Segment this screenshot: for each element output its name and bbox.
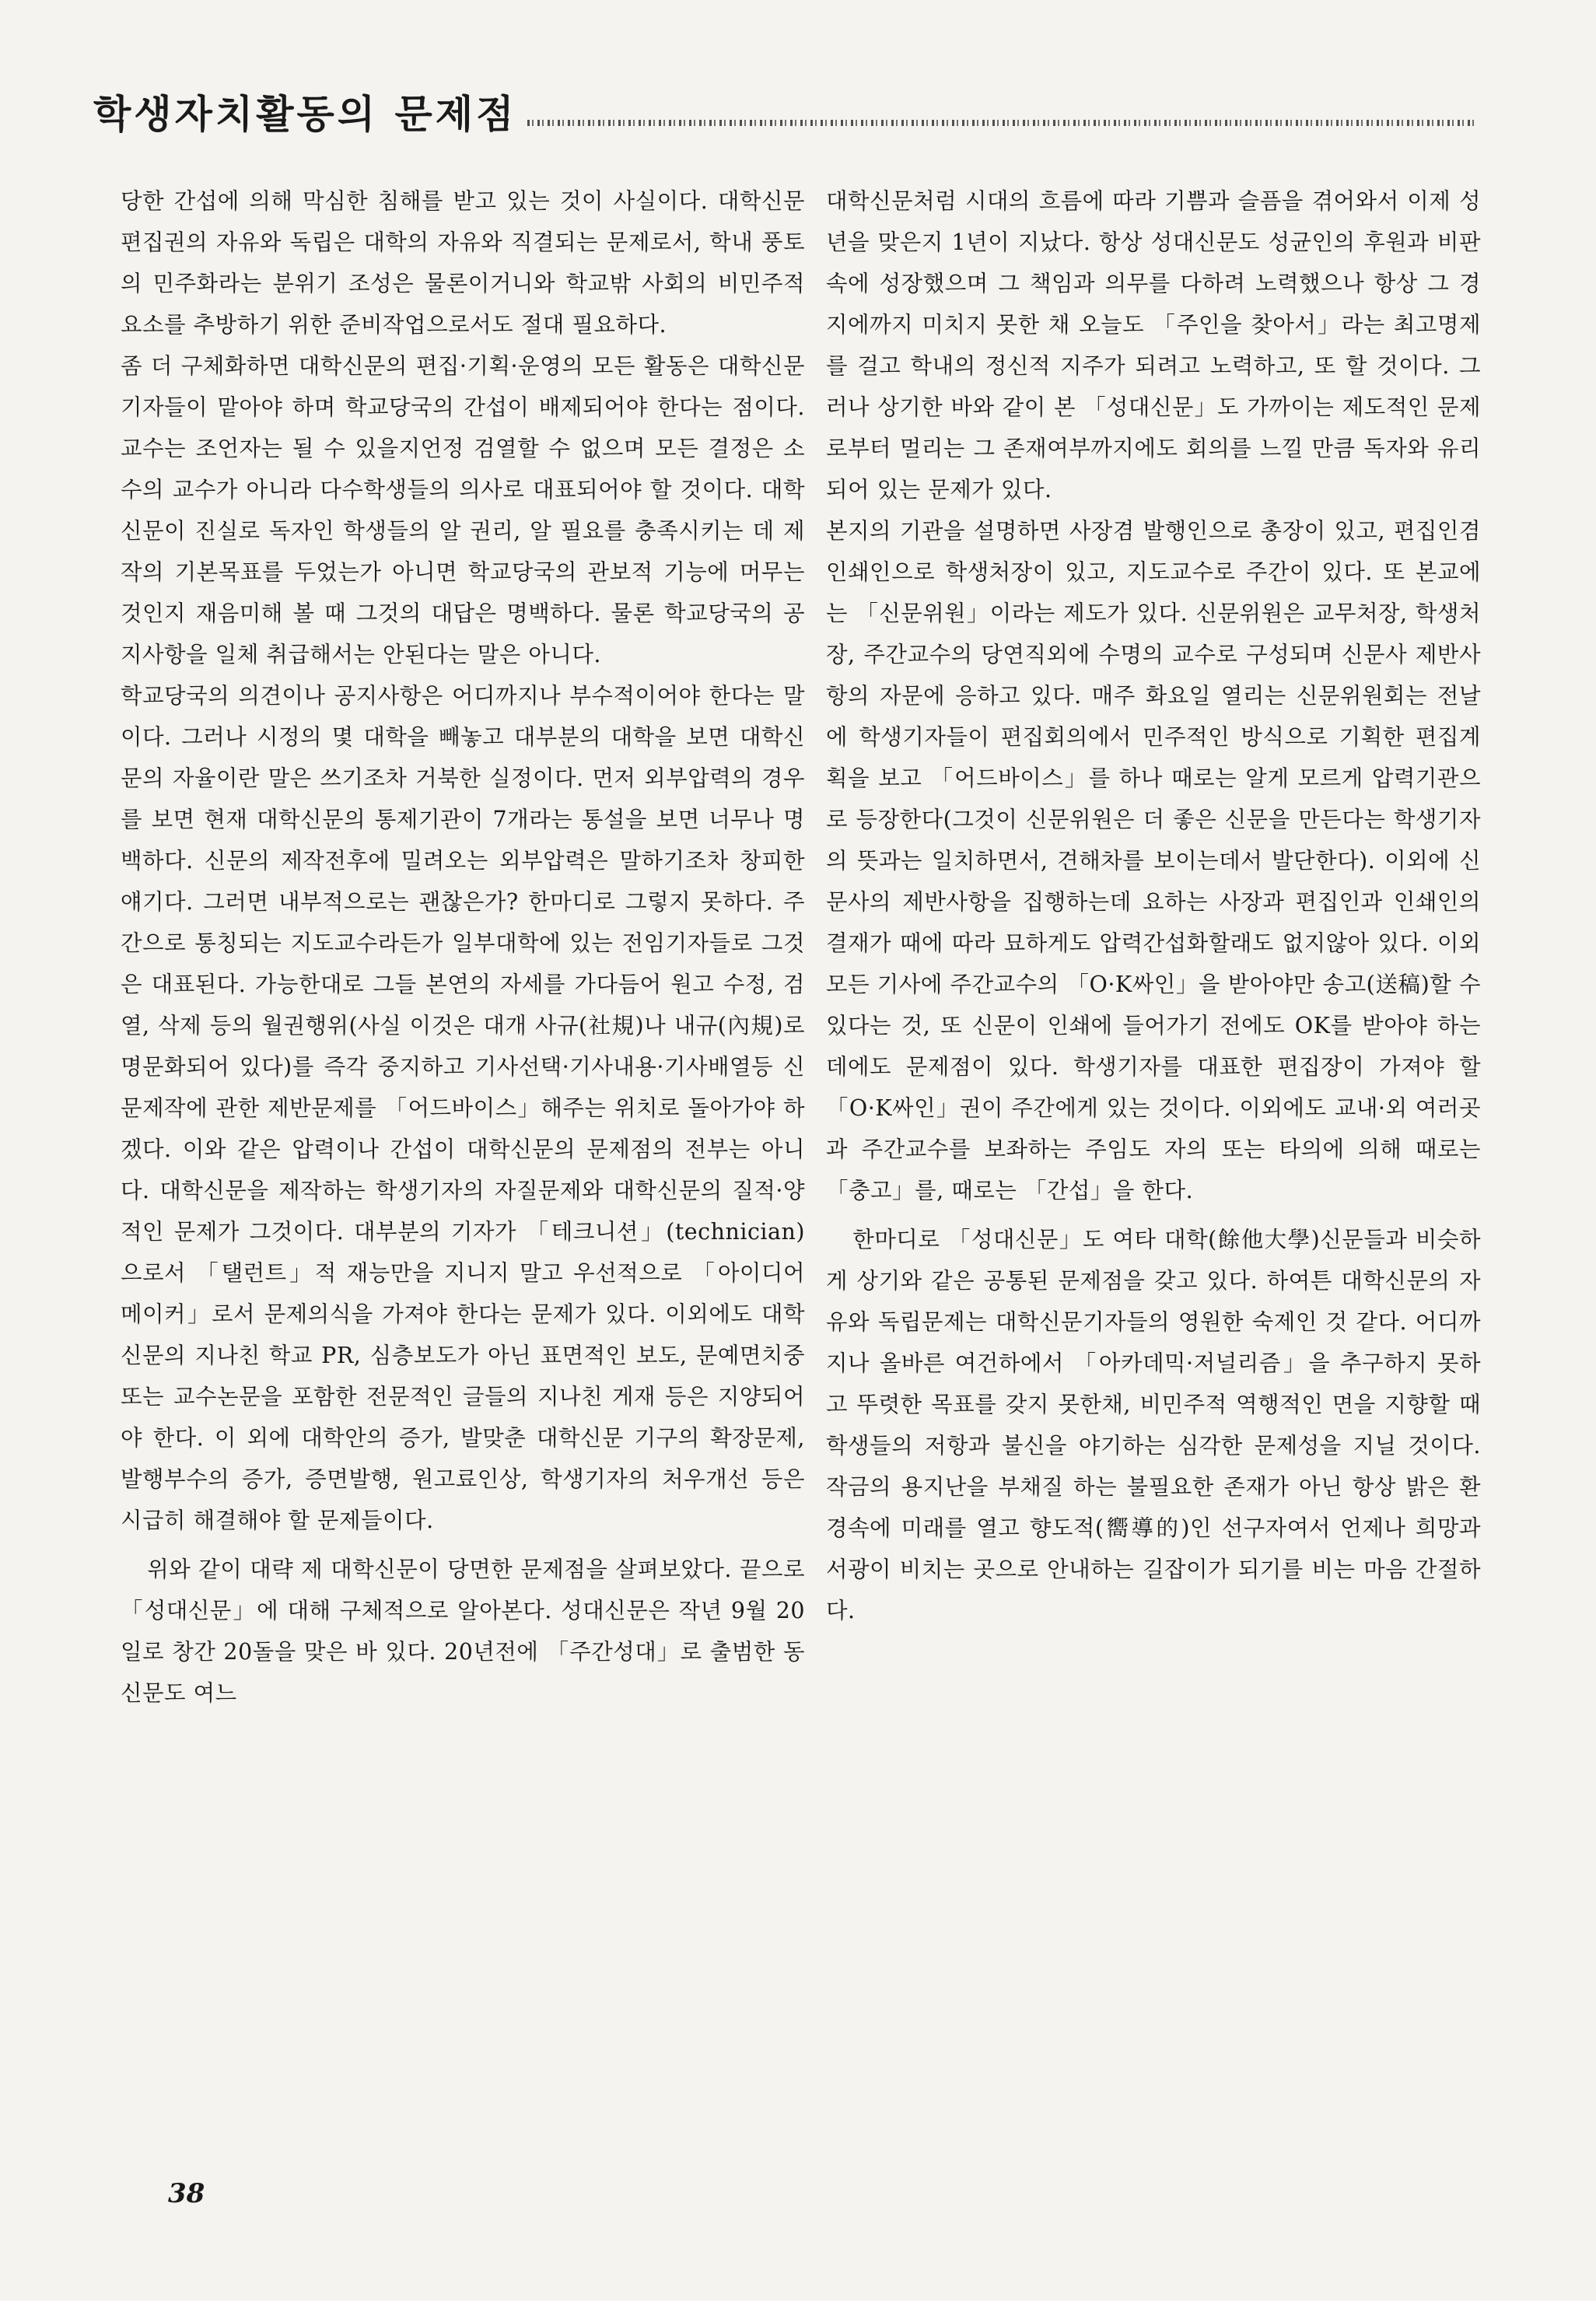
paragraph: 위와 같이 대략 제 대학신문이 당면한 문제점을 살펴보았다. 끝으로 「성대신문」에 대해 구체적으로 알아본다. 성대신문은 작년 9월 20일로 창간 20돌을 맞은 바 있다. 20년전에 「주간성대」로 출범한 동신문도 여느 [121, 1557, 805, 1706]
paragraph: 당한 간섭에 의해 막심한 침해를 받고 있는 것이 사실이다. 대학신문 편집권의 자유와 독립은 대학의 자유와 직결되는 문제로서, 학내 풍토의 민주화라는 분위기 조성은 물론이거니와 학교밖 사회의 비민주적 요소를 추방하기 위한 준비작업으로서도 절대 필요하다. [121, 188, 805, 338]
page-number: 38 [168, 2178, 205, 2209]
section-title: 학생자치활동의 문제점 [93, 92, 517, 137]
paragraph: 좀 더 구체화하면 대학신문의 편집·기획·운영의 모든 활동은 대학신문 기자들이 맡아야 하며 학교당국의 간섭이 배제되어야 한다는 점이다. 교수는 조언자는 될 수 있을지언정 검열할 수 없으며 모든 결정은 소수의 교수가 아니라 다수학생들의 의사로 대표되어야 할 것이다. 대학신문이 진실로 독자인 학생들의 알 권리, 알 필요를 충족시키는 데 제작의 기본목표를 두었는가 아니면 학교당국의 관보적 기능에 머무는 것인지 재음미해 볼 때 그것의 대답은 명백하다. 물론 학교당국의 공지사항을 일체 취급해서는 안된다는 말은 아니다. [121, 353, 805, 667]
right-column [826, 180, 1481, 1631]
header-dotted-rule [527, 120, 1478, 126]
page-header [93, 72, 1478, 137]
paragraph: 학교당국의 의견이나 공지사항은 어디까지나 부수적이어야 한다는 말이다. 그러나 시정의 몇 대학을 빼놓고 대부분의 대학을 보면 대학신문의 자율이란 말은 쓰기조차 거북한 실정이다. 먼저 외부압력의 경우를 보면 현재 대학신문의 통제기관이 7개라는 통설을 보면 너무나 명백하다. 신문의 제작전후에 밀려오는 외부압력은 말하기조차 창피한 얘기다. 그러면 내부적으로는 괜찮은가? 한마디로 그렇지 못하다. 주간으로 통칭되는 지도교수라든가 일부대학에 있는 전임기자들로 그것은 대표된다. 가능한대로 그들 본연의 자세를 가다듬어 원고 수정, 검열, 삭제 등의 월권행위(사실 이것은 대개 사규(社規)나 내규(內規)로 명문화되어 있다)를 즉각 중지하고 기사선택·기사내용·기사배열등 신문제작에 관한 제반문제를 「어드바이스」해주는 위치로 돌아가야 하겠다. 이와 같은 압력이나 간섭이 대학신문의 문제점의 전부는 아니다. 대학신문을 제작하는 학생기자의 자질문제와 대학신문의 질적·양적인 문제가 그것이다. 대부분의 기자가 「테크니션」(technician)으로서 「탤런트」적 재능만을 지니지 말고 우선적으로 「아이디어 메이커」로서 문제의식을 가져야 한다는 문제가 있다. 이외에도 대학신문의 지나친 학교 PR, 심층보도가 아닌 표면적인 보도, 문예면치중 또는 교수논문을 포함한 전문적인 글들의 지나친 게재 등은 지양되어야 한다. 이 외에 대학안의 증가, 발맞춘 대학신문 기구의 확장문제, 발행부수의 증가, 증면발행, 원고료인상, 학생기자의 처우개선 등은 시급히 해결해야 할 문제들이다. [121, 683, 805, 1533]
paragraph: 본지의 기관을 설명하면 사장겸 발행인으로 총장이 있고, 편집인겸 인쇄인으로 학생처장이 있고, 지도교수로 주간이 있다. 또 본교에는 「신문위원」이라는 제도가 있다. 신문위원은 교무처장, 학생처장, 주간교수의 당연직외에 수명의 교수로 구성되며 신문사 제반사항의 자문에 응하고 있다. 매주 화요일 열리는 신문위원회는 전날에 학생기자들이 편집회의에서 민주적인 방식으로 기획한 편집계획을 보고 「어드바이스」를 하나 때로는 알게 모르게 압력기관으로 등장한다(그것이 신문위원은 더 좋은 신문을 만든다는 학생기자의 뜻과는 일치하면서, 견해차를 보이는데서 발단한다). 이외에 신문사의 제반사항을 집행하는데 요하는 사장과 편집인과 인쇄인의 결재가 때에 따라 묘하게도 압력간섭화할래도 없지않아 있다. 이외 모든 기사에 주간교수의 「O·K싸인」을 받아야만 송고(送稿)할 수 있다는 것, 또 신문이 인쇄에 들어가기 전에도 OK를 받아야 하는 데에도 문제점이 있다. 학생기자를 대표한 편집장이 가져야 할 「O·K싸인」권이 주간에게 있는 것이다. 이외에도 교내·외 여러곳과 주간교수를 보좌하는 주임도 자의 또는 타의에 의해 때로는 「충고」를, 때로는 「간섭」을 한다. [826, 518, 1481, 1203]
paragraph: 한마디로 「성대신문」도 여타 대학(餘他大學)신문들과 비슷하게 상기와 같은 공통된 문제점을 갖고 있다. 하여튼 대학신문의 자유와 독립문제는 대학신문기자들의 영원한 숙제인 것 같다. 어디까지나 올바른 여건하에서 「아카데믹·저널리즘」을 추구하지 못하고 뚜렷한 목표를 갖지 못한채, 비민주적 역행적인 면을 지향할 때 학생들의 저항과 불신을 야기하는 심각한 문제성을 지닐 것이다. 작금의 용지난을 부채질 하는 불필요한 존재가 아닌 항상 밝은 환경속에 미래를 열고 향도적(嚮導的)인 선구자여서 언제나 희망과 서광이 비치는 곳으로 안내하는 길잡이가 되기를 비는 마음 간절하다. [826, 1227, 1481, 1623]
paragraph: 대학신문처럼 시대의 흐름에 따라 기쁨과 슬픔을 겪어와서 이제 성년을 맞은지 1년이 지났다. 항상 성대신문도 성균인의 후원과 비판 속에 성장했으며 그 책임과 의무를 다하려 노력했으나 항상 그 경지에까지 미치지 못한 채 오늘도 「주인을 찾아서」라는 최고명제를 걸고 학내의 정신적 지주가 되려고 노력하고, 또 할 것이다. 그러나 상기한 바와 같이 본 「성대신문」도 가까이는 제도적인 문제로부터 멀리는 그 존재여부까지에도 회의를 느낄 만큼 독자와 유리되어 있는 문제가 있다. [826, 188, 1481, 503]
left-column [121, 180, 805, 1714]
